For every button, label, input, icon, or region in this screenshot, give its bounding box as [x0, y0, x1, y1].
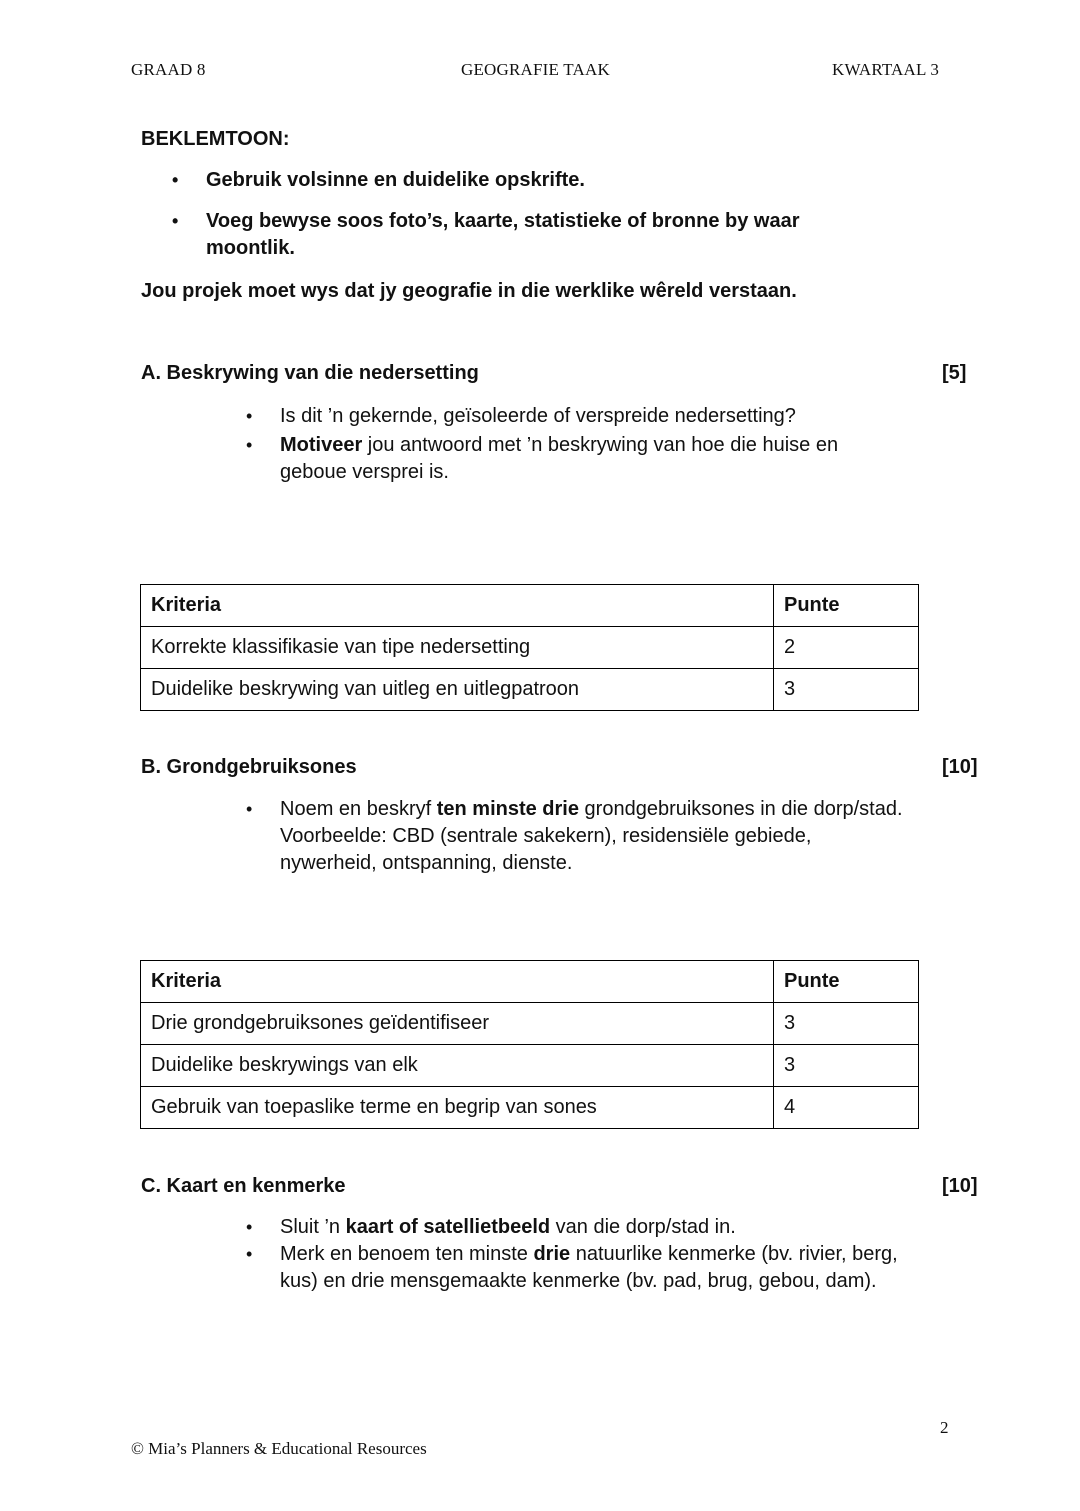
list-item: • Voeg bewyse soos foto’s, kaarte, statistieke of bronne by waar moontlik. [172, 210, 800, 259]
table-header-criteria: Kriteria [141, 961, 774, 1003]
header-grade: GRAAD 8 [131, 60, 206, 79]
section-c-list [246, 1214, 910, 1295]
emphasis-list [172, 167, 886, 262]
table-row [141, 627, 919, 669]
table-cell-criterion: Korrekte klassifikasie van tipe nedersetting [141, 627, 774, 669]
footer-copyright: © Mia’s Planners & Educational Resources [131, 1439, 427, 1458]
list-item: • Gebruik volsinne en duidelike opskrifte. [206, 167, 886, 194]
bullet-icon: • [172, 211, 179, 231]
table-cell-criterion: Duidelike beskrywing van uitleg en uitlegpatroon [141, 669, 774, 711]
list-item: • Merk en benoem ten minste drie natuurlike kenmerke (bv. rivier, berg, kus) en drie mensgemaakte kenmerke (bv. pad, brug, gebou, dam). [246, 1243, 898, 1292]
table-row [141, 669, 919, 711]
emphasis-closing: Jou projek moet wys dat jy geografie in die werklike wêreld verstaan. [141, 280, 797, 302]
section-b-rubric-table [140, 960, 919, 1129]
table-cell-points: 3 [774, 669, 919, 711]
section-b-title: B. Grondgebruiksones [141, 756, 357, 778]
bullet-icon: • [246, 1217, 253, 1237]
header-term: KWARTAAL 3 [832, 60, 940, 79]
table-cell-criterion: Gebruik van toepaslike terme en begrip van sones [141, 1087, 774, 1129]
list-item: • Sluit ’n kaart of satellietbeeld van die dorp/stad in. [280, 1214, 910, 1241]
bullet-icon: • [246, 1244, 253, 1264]
section-b-marks: [10] [942, 756, 978, 778]
bullet-icon: • [246, 406, 253, 426]
table-header-criteria: Kriteria [141, 585, 774, 627]
section-a-rubric-table [140, 584, 919, 711]
table-cell-criterion: Duidelike beskrywings van elk [141, 1045, 774, 1087]
section-a-list [246, 403, 910, 486]
bullet-icon: • [246, 435, 253, 455]
section-a-title: A. Beskrywing van die nedersetting [141, 362, 479, 384]
page-number: 2 [940, 1418, 949, 1437]
table-cell-points: 4 [774, 1087, 919, 1129]
table-row [141, 1045, 919, 1087]
list-item: • Is dit ’n gekernde, geïsoleerde of verspreide nedersetting? [280, 403, 910, 430]
table-header-points: Punte [774, 585, 919, 627]
table-row [141, 1003, 919, 1045]
emphasis-title: BEKLEMTOON: [141, 128, 290, 150]
section-c-marks: [10] [942, 1175, 978, 1197]
list-item: • Motiveer jou antwoord met ’n beskrywing van hoe die huise en geboue versprei is. [246, 434, 839, 483]
section-c-title: C. Kaart en kenmerke [141, 1175, 346, 1197]
table-header-points: Punte [774, 961, 919, 1003]
table-cell-points: 2 [774, 627, 919, 669]
table-row [141, 1087, 919, 1129]
table-header-row [141, 585, 919, 627]
table-cell-points: 3 [774, 1045, 919, 1087]
section-b-list [246, 796, 910, 877]
list-item: • Noem en beskryf ten minste drie grondgebruiksones in die dorp/stad. Voorbeelde: CBD (sentrale sakekern), residensiële gebiede, nywerheid, ontspanning, dienste. [246, 798, 903, 874]
table-cell-points: 3 [774, 1003, 919, 1045]
section-a-marks: [5] [942, 362, 967, 384]
table-header-row [141, 961, 919, 1003]
bullet-icon: • [246, 799, 253, 819]
section-b-examples: Voorbeelde: CBD (sentrale sakekern), residensiële gebiede, nywerheid, ontspanning, dienste. [280, 825, 812, 874]
table-cell-criterion: Drie grondgebruiksones geïdentifiseer [141, 1003, 774, 1045]
header-subject: GEOGRAFIE TAAK [461, 60, 610, 79]
bullet-icon: • [172, 170, 179, 190]
